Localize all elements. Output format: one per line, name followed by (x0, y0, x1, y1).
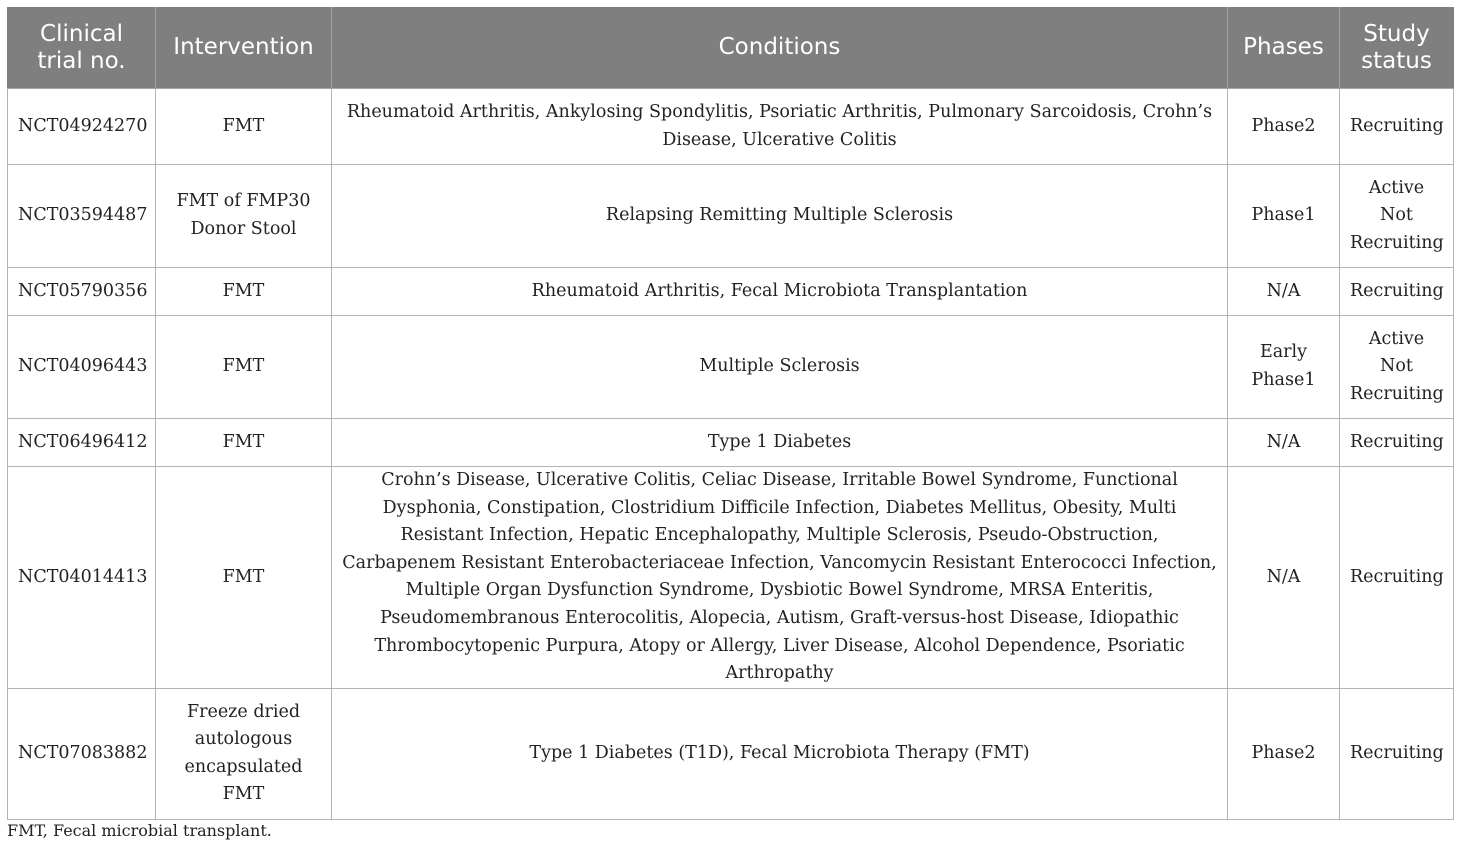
intervention-cell: Freeze dried autologous encapsulated FMT (156, 688, 332, 819)
header-intervention: Intervention (156, 7, 332, 89)
intervention-cell: FMT (156, 316, 332, 419)
conditions-cell: Type 1 Diabetes (332, 419, 1228, 467)
table-row (8, 688, 1454, 819)
study-status-cell: Recruiting (1340, 688, 1454, 819)
header-phases: Phases (1228, 7, 1340, 89)
phases-cell: Phase1 (1228, 165, 1340, 268)
phases-cell: Phase2 (1228, 688, 1340, 819)
table-row (8, 419, 1454, 467)
study-status-cell: Active Not Recruiting (1340, 316, 1454, 419)
trial-number-cell: NCT04924270 (8, 89, 156, 165)
table-row (8, 268, 1454, 316)
conditions-cell: Rheumatoid Arthritis, Ankylosing Spondylitis, Psoriatic Arthritis, Pulmonary Sarcoidosis, Crohn’s Disease, Ulcerative Colitis (332, 89, 1228, 165)
phases-cell: Phase2 (1228, 89, 1340, 165)
intervention-cell: FMT (156, 89, 332, 165)
table-footnote: FMT, Fecal microbial transplant. (7, 821, 272, 840)
trial-number-cell: NCT04014413 (8, 467, 156, 689)
study-status-cell: Recruiting (1340, 89, 1454, 165)
trial-number-cell: NCT05790356 (8, 268, 156, 316)
intervention-cell: FMT (156, 268, 332, 316)
conditions-cell: Relapsing Remitting Multiple Sclerosis (332, 165, 1228, 268)
trial-number-cell: NCT06496412 (8, 419, 156, 467)
trial-number-cell: NCT03594487 (8, 165, 156, 268)
table-body (8, 89, 1454, 820)
header-row (8, 7, 1454, 89)
conditions-cell: Rheumatoid Arthritis, Fecal Microbiota Transplantation (332, 268, 1228, 316)
header-trial-no: Clinical trial no. (8, 7, 156, 89)
study-status-cell: Recruiting (1340, 467, 1454, 689)
clinical-trials-table (7, 7, 1454, 820)
conditions-cell: Crohn’s Disease, Ulcerative Colitis, Celiac Disease, Irritable Bowel Syndrome, Functional Dysphonia, Constipation, Clostridium Difficile Infection, Diabetes Mellitus, Obesity, Multi Resistant Infection, Hepatic Encephalopathy, Multiple Sclerosis, Pseudo-Obstruction, Carbapenem Resistant Enterobacteriaceae Infection, Vancomycin Resistant Enterococci Infection, Multiple Organ Dysfunction Syndrome, Dysbiotic Bowel Syndrome, MRSA Enteritis, Pseudomembranous Enterocolitis, Alopecia, Autism, Graft-versus-host Disease, Idiopathic Thrombocytopenic Purpura, Atopy or Allergy, Liver Disease, Alcohol Dependence, Psoriatic Arthropathy (332, 467, 1228, 689)
header-study-status: Study status (1340, 7, 1454, 89)
intervention-cell: FMT (156, 419, 332, 467)
phases-cell: N/A (1228, 467, 1340, 689)
intervention-cell: FMT (156, 467, 332, 689)
phases-cell: N/A (1228, 268, 1340, 316)
table-row (8, 89, 1454, 165)
phases-cell: N/A (1228, 419, 1340, 467)
trial-number-cell: NCT04096443 (8, 316, 156, 419)
table-row (8, 467, 1454, 689)
conditions-cell: Type 1 Diabetes (T1D), Fecal Microbiota Therapy (FMT) (332, 688, 1228, 819)
trial-number-cell: NCT07083882 (8, 688, 156, 819)
study-status-cell: Active Not Recruiting (1340, 165, 1454, 268)
table-row (8, 165, 1454, 268)
study-status-cell: Recruiting (1340, 419, 1454, 467)
intervention-cell: FMT of FMP30 Donor Stool (156, 165, 332, 268)
study-status-cell: Recruiting (1340, 268, 1454, 316)
header-conditions: Conditions (332, 7, 1228, 89)
table-row (8, 316, 1454, 419)
phases-cell: Early Phase1 (1228, 316, 1340, 419)
conditions-cell: Multiple Sclerosis (332, 316, 1228, 419)
